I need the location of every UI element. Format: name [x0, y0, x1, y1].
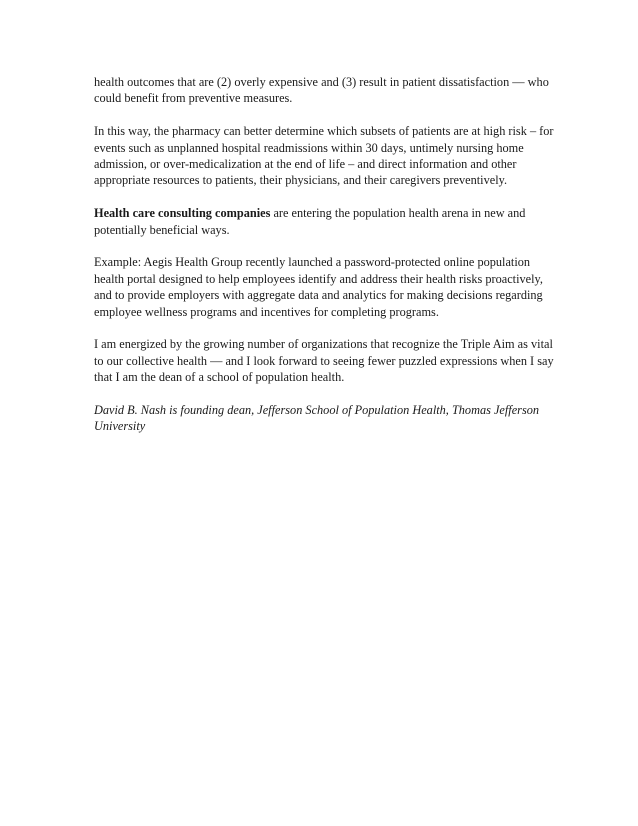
paragraph-pharmacy: In this way, the pharmacy can better determine which subsets of patients are at high risk – for events such as unplanned hospital readmissions within 30 days, untimely nursing home admission, or over-medicalization at the end of life – and direct information and other appropriate resources to patients, their physicians, and their caregivers preventively. [94, 124, 554, 188]
article-body [94, 74, 556, 435]
author-signature: David B. Nash is founding dean, Jefferson School of Population Health, Thomas Jefferson University [94, 403, 540, 434]
paragraph-consulting-companies [94, 205, 556, 238]
paragraph-health-outcomes: health outcomes that are (2) overly expensive and (3) result in patient dissatisfaction — who could benefit from preventive measures. [94, 75, 549, 106]
paragraph-aegis-example: Example: Aegis Health Group recently launched a password-protected online population health portal designed to help employees identify and address their health risks proactively, and to provide employers with aggregate data and analytics for making decisions regarding employee wellness programs and incentives for completing programs. [94, 255, 543, 319]
consulting-companies-heading: Health care consulting companies [94, 206, 271, 221]
consulting-companies-text: are entering the population health arena in new and potentially beneficial ways. [94, 206, 526, 237]
paragraph-triple-aim: I am energized by the growing number of organizations that recognize the Triple Aim as vital to our collective health — and I look forward to seeing fewer puzzled expressions when I say that I am the dean of a school of population health. [94, 337, 554, 385]
